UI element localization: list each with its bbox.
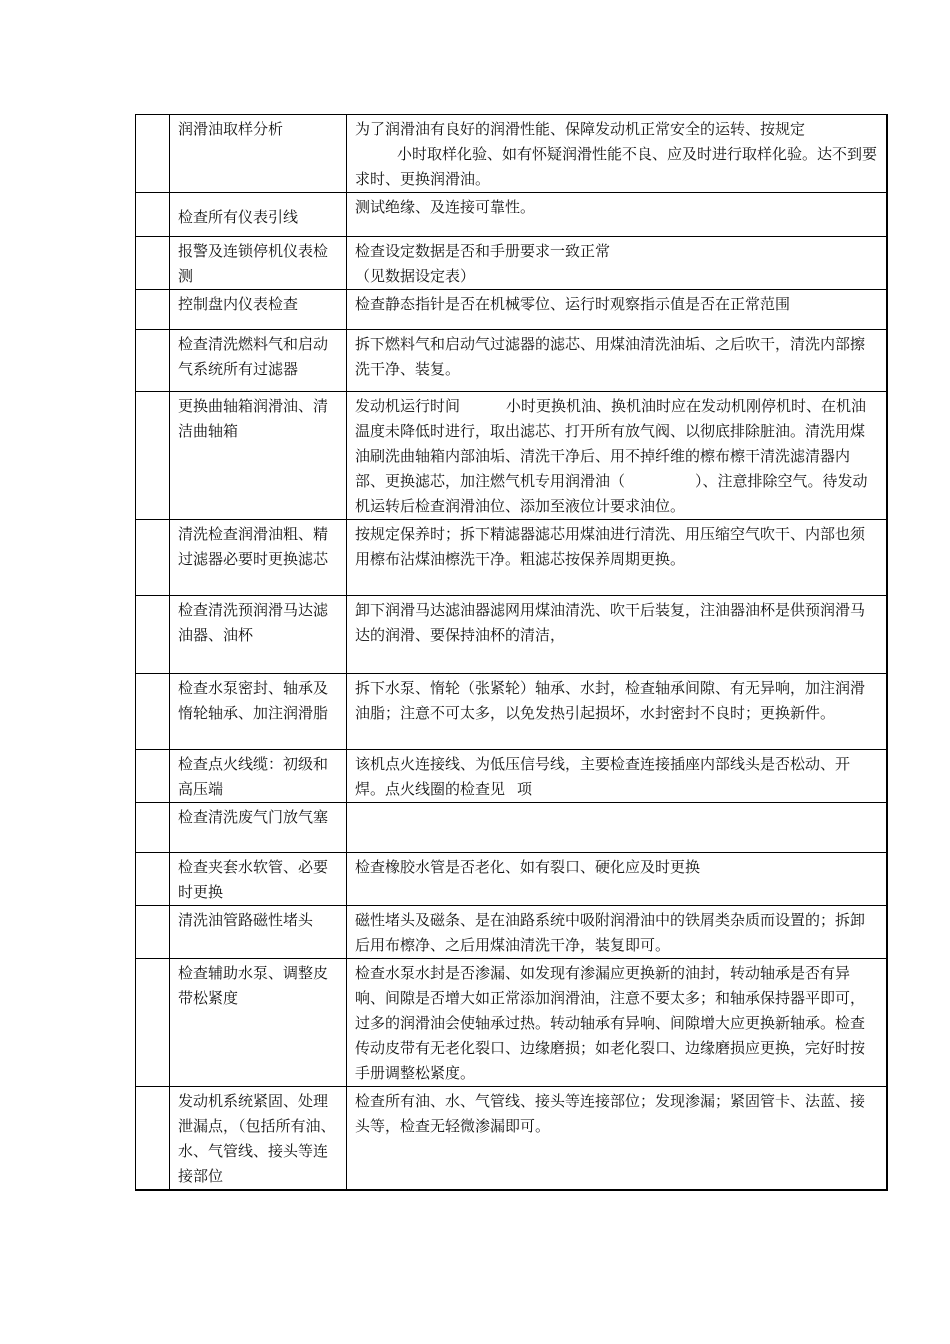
table-row bbox=[136, 959, 887, 1087]
index-cell bbox=[136, 959, 170, 1087]
table-row bbox=[136, 193, 887, 237]
item-cell bbox=[170, 1087, 347, 1191]
description-cell bbox=[347, 520, 887, 596]
table-row bbox=[136, 750, 887, 803]
item-cell bbox=[170, 193, 347, 237]
description-cell bbox=[347, 115, 887, 193]
item-label: 润滑油取样分析 bbox=[178, 120, 284, 138]
item-cell bbox=[170, 674, 347, 750]
table-row bbox=[136, 520, 887, 596]
index-cell bbox=[136, 330, 170, 392]
item-cell bbox=[170, 906, 347, 959]
description-text: ）、注意排除空气。待发动机运转后检查润滑油位、添加至液位计要求油位。 bbox=[355, 472, 868, 515]
item-cell bbox=[170, 115, 347, 193]
description-text: 检查水泵水封是否渗漏、如发现有渗漏应更换新的油封，转动轴承是否有异响、间隙是否增大如正常添加润滑油，注意不要太多；和轴承保持器平即可，过多的润滑油会使轴承过热。转动轴承有异响、间隙增大应更换新轴承。检查传动皮带有无老化裂口、边缘磨损；如老化裂口、边缘磨损应更换，完好时按手册调整松紧度。 bbox=[355, 964, 866, 1082]
item-label: 检查清洗预润滑马达滤油器、油杯 bbox=[178, 601, 329, 644]
table-row bbox=[136, 115, 887, 193]
description-text: 项 bbox=[517, 780, 533, 798]
description-text: 磁性堵头及磁条、是在油路系统中吸附润滑油中的铁屑类杂质而设置的；拆卸后用布檫净、之后用煤油清洗干净，装复即可。 bbox=[355, 911, 866, 954]
item-cell bbox=[170, 596, 347, 674]
description-text: 检查静态指针是否在机械零位、运行时观察指示值是否在正常范围 bbox=[355, 295, 791, 313]
table-row bbox=[136, 392, 887, 520]
index-cell bbox=[136, 803, 170, 853]
index-cell bbox=[136, 674, 170, 750]
description-text: 小时更换机油、换机油时应在发动机刚停机时、在机油温度未降低时进行，取出滤芯、打开所有放气阀、以彻底排除脏油。清洗用煤油刷洗曲轴箱内部油垢、清洗干净后、用不掉纤维的檫布檫干清洗滤清器内部、更换滤芯，加注燃气机专用润滑油（ bbox=[355, 397, 867, 490]
table-row bbox=[136, 803, 887, 853]
description-cell bbox=[347, 959, 887, 1087]
description-text: 检查橡胶水管是否老化、如有裂口、硬化应及时更换 bbox=[355, 858, 701, 876]
description-text: 拆下燃料气和启动气过滤器的滤芯、用煤油清洗油垢、之后吹干，清洗内部擦洗干净、装复。 bbox=[355, 335, 866, 378]
description-cell bbox=[347, 674, 887, 750]
description-text: 小时取样化验、如有怀疑润滑性能不良、应及时进行取样化验。达不到要求时、更换润滑油。 bbox=[355, 145, 878, 188]
index-cell bbox=[136, 193, 170, 237]
description-text: 检查所有油、水、气管线、接头等连接部位；发现渗漏；紧固管卡、法蓝、接头等，检查无轻微渗漏即可。 bbox=[355, 1092, 866, 1135]
description-cell bbox=[347, 853, 887, 906]
item-cell bbox=[170, 520, 347, 596]
table-row bbox=[136, 853, 887, 906]
index-cell bbox=[136, 520, 170, 596]
item-label: 清洗油管路磁性堵头 bbox=[178, 911, 314, 929]
item-cell bbox=[170, 803, 347, 853]
table-row bbox=[136, 906, 887, 959]
description-cell bbox=[347, 290, 887, 330]
index-cell bbox=[136, 853, 170, 906]
index-cell bbox=[136, 290, 170, 330]
index-cell bbox=[136, 115, 170, 193]
item-label: 检查点火线缆：初级和高压端 bbox=[178, 755, 329, 798]
item-cell bbox=[170, 959, 347, 1087]
description-cell bbox=[347, 392, 887, 520]
item-label: 检查清洗废气门放气塞 bbox=[178, 808, 329, 826]
index-cell bbox=[136, 906, 170, 959]
description-cell bbox=[347, 1087, 887, 1191]
description-text: 该机点火连接线、为低压信号线，主要检查连接插座内部线头是否松动、开焊。点火线圈的检查见 bbox=[355, 755, 851, 798]
description-text: 为了润滑油有良好的润滑性能、保障发动机正常安全的运转、按规定 bbox=[355, 120, 806, 138]
table-row bbox=[136, 330, 887, 392]
table-row bbox=[136, 237, 887, 290]
index-cell bbox=[136, 596, 170, 674]
item-cell bbox=[170, 750, 347, 803]
item-cell bbox=[170, 392, 347, 520]
item-label: 检查清洗燃料气和启动气系统所有过滤器 bbox=[178, 335, 329, 378]
item-label: 报警及连锁停机仪表检测 bbox=[178, 242, 329, 285]
table-row bbox=[136, 596, 887, 674]
item-label: 清洗检查润滑油粗、精过滤器必要时更换滤芯 bbox=[178, 525, 329, 568]
description-text: （见数据设定表） bbox=[355, 267, 476, 285]
description-cell bbox=[347, 906, 887, 959]
index-cell bbox=[136, 750, 170, 803]
description-cell bbox=[347, 237, 887, 290]
description-cell bbox=[347, 330, 887, 392]
item-label: 更换曲轴箱润滑油、清洁曲轴箱 bbox=[178, 397, 329, 440]
table-row bbox=[136, 674, 887, 750]
description-text: 卸下润滑马达滤油器滤网用煤油清洗、吹干后装复，注油器油杯是供预润滑马达的润滑、要保持油杯的清洁， bbox=[355, 601, 866, 644]
description-cell bbox=[347, 750, 887, 803]
item-cell bbox=[170, 330, 347, 392]
table-row bbox=[136, 1087, 887, 1191]
index-cell bbox=[136, 237, 170, 290]
description-cell bbox=[347, 803, 887, 853]
item-label: 控制盘内仪表检查 bbox=[178, 295, 299, 313]
item-cell bbox=[170, 290, 347, 330]
item-label: 检查所有仪表引线 bbox=[178, 208, 299, 226]
description-text: 测试绝缘、及连接可靠性。 bbox=[355, 198, 536, 216]
table-row bbox=[136, 290, 887, 330]
item-label: 检查辅助水泵、调整皮带松紧度 bbox=[178, 964, 329, 1007]
description-text: 检查设定数据是否和手册要求一致正常 bbox=[355, 242, 611, 260]
description-text: 按规定保养时；拆下精滤器滤芯用煤油进行清洗、用压缩空气吹干、内部也须用檫布沾煤油檫洗干净。粗滤芯按保养周期更换。 bbox=[355, 525, 866, 568]
description-text: 拆下水泵、惰轮（张紧轮）轴承、水封，检查轴承间隙、有无异响，加注润滑油脂；注意不可太多，以免发热引起损坏，水封密封不良时；更换新件。 bbox=[355, 679, 866, 722]
maintenance-table bbox=[135, 114, 888, 1191]
item-label: 发动机系统紧固、处理泄漏点，（包括所有油、水、气管线、接头等连接部位 bbox=[178, 1092, 336, 1185]
description-cell bbox=[347, 193, 887, 237]
item-cell bbox=[170, 853, 347, 906]
item-label: 检查水泵密封、轴承及惰轮轴承、加注润滑脂 bbox=[178, 679, 329, 722]
description-cell bbox=[347, 596, 887, 674]
description-text: 发动机运行时间 bbox=[355, 397, 461, 415]
item-label: 检查夹套水软管、必要时更换 bbox=[178, 858, 329, 901]
item-cell bbox=[170, 237, 347, 290]
index-cell bbox=[136, 1087, 170, 1191]
index-cell bbox=[136, 392, 170, 520]
